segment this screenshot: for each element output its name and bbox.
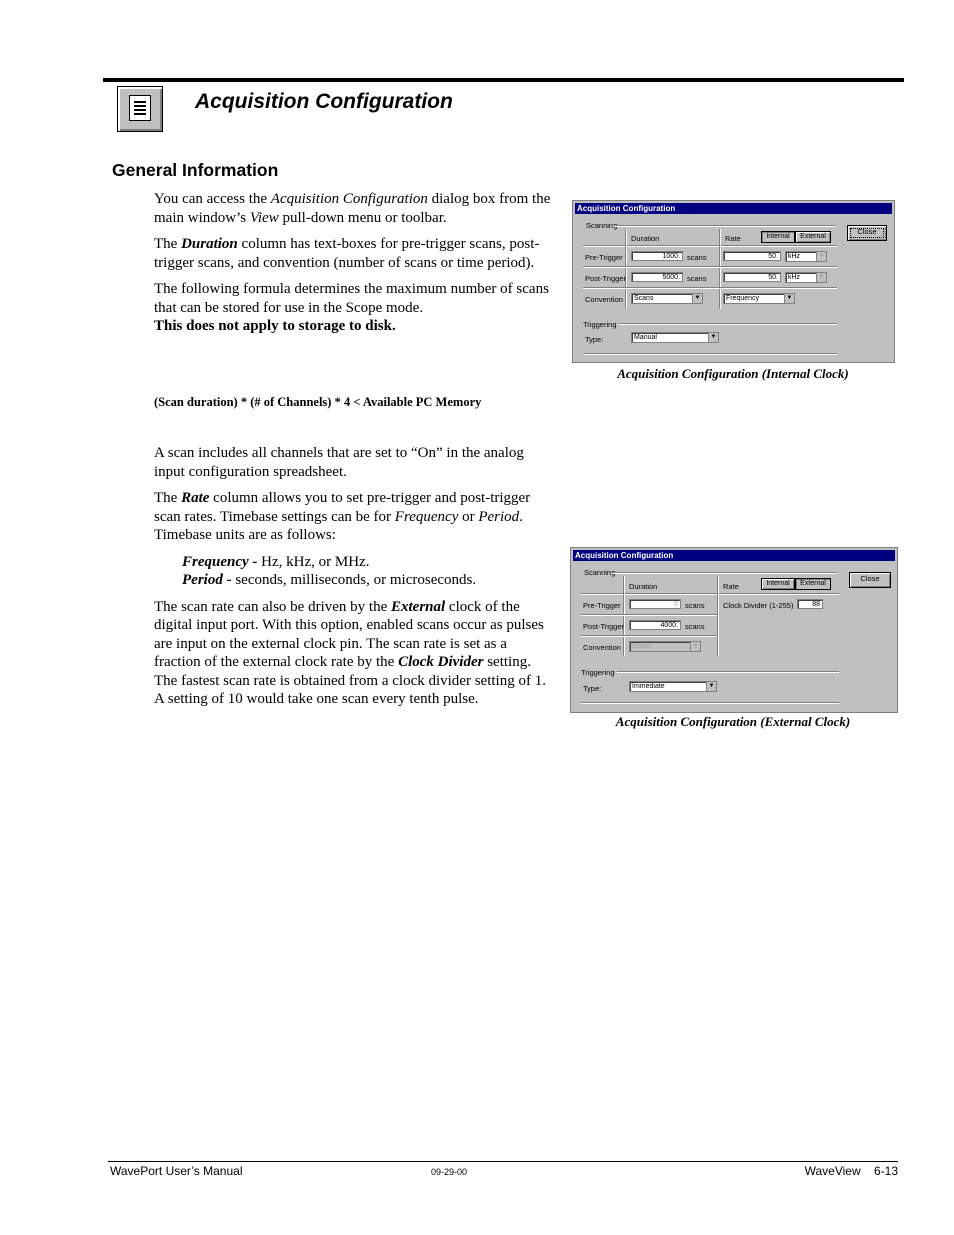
group-line	[617, 671, 839, 673]
pre-trigger-label: Pre-Trigger	[583, 601, 621, 610]
dropdown-arrow-icon: ▼	[816, 273, 826, 282]
row-line	[583, 245, 837, 247]
scans-unit: scans	[687, 253, 707, 262]
scans-unit: scans	[685, 601, 705, 610]
row-line	[581, 614, 717, 616]
dialog-internal-clock	[572, 200, 895, 363]
triggering-label: Triggering	[581, 668, 615, 677]
close-button[interactable]: Close	[847, 225, 887, 241]
triggering-label: Triggering	[583, 320, 617, 329]
convention-label: Convention	[585, 295, 623, 304]
paragraph-formula-intro: The following formula determines the maximum number of scans that can be stored for use in the Scope mode. This does not apply to storage to disk.	[154, 281, 549, 334]
group-line	[613, 225, 835, 227]
trigger-type-select[interactable]: Manual ▼	[631, 332, 719, 343]
row-line	[581, 635, 717, 637]
pre-trigger-input[interactable]: 1000.	[631, 251, 683, 261]
col-line	[719, 229, 721, 309]
internal-button[interactable]: Internal	[761, 231, 795, 243]
col-line	[625, 229, 627, 309]
external-button[interactable]: External	[795, 578, 831, 590]
group-line	[583, 353, 837, 355]
footer-date: 09-29-00	[431, 1167, 468, 1177]
col-line	[623, 576, 625, 656]
rate-header: Rate	[723, 582, 739, 591]
scanning-label: Scanning	[584, 568, 616, 577]
dropdown-arrow-icon: ▼	[816, 252, 826, 261]
row-line	[583, 287, 837, 289]
timebase-units: Frequency - Hz, kHz, or MHz. Period - seconds, milliseconds, or microseconds.	[182, 553, 477, 588]
pre-trigger-input[interactable]: 0	[629, 599, 681, 609]
trigger-type-select[interactable]: Immediate ▼	[629, 681, 717, 692]
dropdown-arrow-icon: ▼	[690, 642, 700, 651]
timebase-select[interactable]: Frequency ▼	[723, 293, 795, 304]
scans-unit: scans	[685, 622, 705, 631]
group-line	[581, 702, 839, 704]
intro-text	[154, 190, 554, 336]
close-button[interactable]: Close	[849, 572, 891, 588]
paragraph-access: You can access the Acquisition Configuration dialog box from the main window’s View pull-down menu or toolbar.	[154, 191, 551, 226]
dialog-titlebar: Acquisition Configuration	[573, 550, 895, 561]
clock-divider-label: Clock Divider (1-255)	[723, 601, 794, 610]
paragraph-scan: A scan includes all channels that are set to “On” in the analog input configuration spreadsheet.	[154, 445, 524, 480]
section-heading: General Information	[112, 160, 279, 180]
pre-rate-input[interactable]: 50.	[723, 251, 781, 261]
memory-formula: (Scan duration) * (# of Channels) * 4 < Available PC Memory	[154, 395, 482, 409]
dropdown-arrow-icon: ▼	[708, 333, 718, 342]
duration-header: Duration	[631, 234, 660, 243]
pre-trigger-label: Pre-Trigger	[585, 253, 623, 262]
group-line	[611, 572, 837, 574]
type-label: Type:	[585, 335, 604, 344]
paragraph-duration: The Duration column has text-boxes for pre-trigger scans, post-trigger scans, and convention (number of scans or time period).	[154, 236, 540, 271]
group-line	[619, 323, 837, 325]
footer-page-number: WaveView 6-13	[804, 1164, 898, 1178]
dropdown-arrow-icon: ▼	[784, 294, 794, 303]
convention-label: Convention	[583, 643, 621, 652]
internal-button[interactable]: Internal	[761, 578, 795, 590]
rate-text	[154, 444, 554, 717]
dropdown-arrow-icon: ▼	[692, 294, 702, 303]
scanning-label: Scanning	[586, 221, 618, 230]
page-title: Acquisition Configuration	[195, 90, 453, 113]
type-label: Type:	[583, 684, 602, 693]
paragraph-rate: The Rate column allows you to set pre-trigger and post-trigger scan rates. Timebase settings can be for Frequency or Period. Timebase units are as follows:	[154, 490, 531, 543]
dialog-external-clock	[570, 547, 898, 713]
dialog-titlebar: Acquisition Configuration	[575, 203, 892, 214]
post-unit-select[interactable]: kHz ▼	[785, 272, 827, 283]
scans-unit: scans	[687, 274, 707, 283]
row-line	[583, 266, 837, 268]
figure-caption-internal: Acquisition Configuration (Internal Clock)	[617, 366, 849, 381]
post-rate-input[interactable]: 50.	[723, 272, 781, 282]
footer-rule	[108, 1161, 898, 1162]
convention-select[interactable]: Scans ▼	[629, 641, 701, 652]
post-trigger-label: Post-Trigger	[585, 274, 626, 283]
post-trigger-input[interactable]: 5000.	[631, 272, 683, 282]
external-button[interactable]: External	[795, 231, 831, 243]
clock-divider-input[interactable]: 88	[797, 599, 823, 609]
convention-select[interactable]: Scans ▼	[631, 293, 703, 304]
figure-caption-external: Acquisition Configuration (External Clock)	[615, 714, 851, 729]
paragraph-external: The scan rate can also be driven by the External clock of the digital input port. With this option, enabled scans occur as pulses are input on the external clock pin. The scan rate is set as a fraction of the external clock rate by the Clock Divider setting. The fastest scan rate is obtained from a clock divider setting of 1. A setting of 10 would take one scan every tenth pulse.	[154, 598, 546, 707]
post-trigger-label: Post-Trigger	[583, 622, 624, 631]
col-line	[717, 576, 719, 656]
post-trigger-input[interactable]: 4000.	[629, 620, 681, 630]
pre-unit-select[interactable]: kHz ▼	[785, 251, 827, 262]
row-line	[581, 593, 839, 595]
dropdown-arrow-icon: ▼	[706, 682, 716, 691]
footer-manual-title: WavePort User’s Manual	[110, 1164, 243, 1178]
rate-header: Rate	[725, 234, 741, 243]
duration-header: Duration	[629, 582, 658, 591]
dialog-document-icon	[117, 86, 163, 132]
header-rule	[103, 78, 904, 82]
